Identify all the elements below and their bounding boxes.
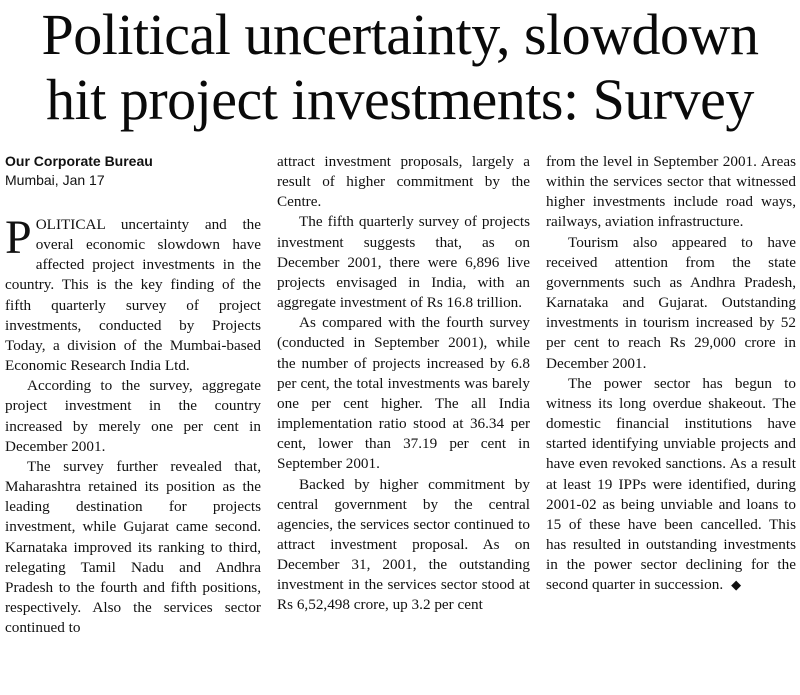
paragraph-4: The fifth quarterly survey of projects investment suggests that, as on December 2001, there were 6,896 live projects envisaged in India, with an aggregate investment of Rs 16.8 trillion.: [277, 213, 530, 312]
paragraph-1: [5, 211, 261, 376]
paragraph-2: According to the survey, aggregate project investment in the country increased by merely one per cent in December 2001.: [5, 377, 261, 455]
drop-cap: P: [5, 211, 32, 264]
headline-line-2: hit project investments: Survey: [46, 67, 754, 132]
paragraph-5: As compared with the fourth survey (conducted in September 2001), while the number of projects increased by 6.8 per cent, the total investments was barely one per cent higher. The all India implementation ratio stood at 36.34 per cent, lower than 37.19 per cent in September 2001.: [277, 314, 530, 473]
headline-line-1: Political uncertainty, slowdown: [41, 2, 759, 67]
column-2: [277, 152, 530, 616]
paragraph-8: [546, 374, 796, 596]
paragraph-6-continued: from the level in September 2001. Areas within the services sector that witnessed higher investments include road ways, railways, aviation infrastructure.: [546, 153, 796, 231]
paragraph-1-text: OLITICAL uncertainty and the overal economic slowdown have affected project investments in the country. This is the key finding of the fifth quarterly survey of project investments, conducted by Projects Today, a division of the Mumbai-based Economic Research India Ltd.: [5, 216, 261, 375]
paragraph-7: Tourism also appeared to have received attention from the state governments such as Andhra Pradesh, Karnataka and Gujarat. Outstanding investments in tourism increased by 52 per cent to reach Rs 29,000 crore in December 2001.: [546, 233, 796, 372]
byline: [5, 152, 261, 190]
byline-dateline: Mumbai, Jan 17: [5, 172, 105, 188]
column-3: [546, 152, 796, 595]
paragraph-6: Backed by higher commitment by central government by the central agencies, the services sector continued to attract investment proposal. As on December 31, 2001, the outstanding investment in the services sector stood at Rs 6,52,498 crore, up 3.2 per cent: [277, 475, 530, 614]
paragraph-3: The survey further revealed that, Maharashtra retained its position as the leading destination for projects investment, while Gujarat came second. Karnataka improved its ranking to third, relegating Tamil Nadu and Andhra Pradesh to the fourth and fifth positions, respectively. Also the services sector continued to: [5, 457, 261, 637]
paragraph-3-continued: attract investment proposals, largely a result of higher commitment by the Centre.: [277, 153, 530, 211]
byline-bureau: Our Corporate Bureau: [5, 153, 153, 169]
column-1: [5, 152, 261, 638]
paragraph-8-text: The power sector has begun to witness its long overdue shakeout. The domestic financial institutions have started identifying unviable projects and have even revoked sanctions. As a result at least 19 IPPs were identified, during 2001-02 as being unviable and loans to 15 of these have been cancelled. This has resulted in outstanding investments in the power sector declining for the second quarter in succession.: [546, 374, 796, 594]
headline: [10, 2, 790, 132]
end-mark: ◆: [731, 577, 742, 593]
